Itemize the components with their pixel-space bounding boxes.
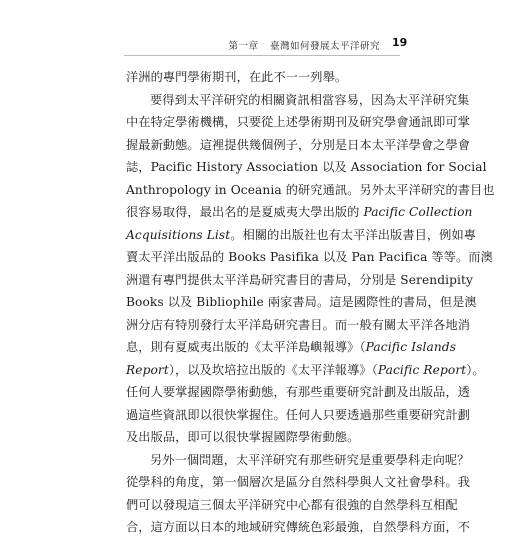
paragraph	[126, 449, 471, 539]
text-line: 洲分店有特別發行太平洋島研究書目。而一般有關太平洋各地消	[126, 317, 471, 332]
paragraph	[126, 89, 495, 449]
text-line: 及出版品，即可以很快掌握國際學術動態。	[126, 430, 360, 444]
text-line: Anthropology in Oceania 的研究通訊。另外太平洋研究的書目也	[126, 182, 495, 197]
page-number: 19	[392, 36, 408, 49]
text-line: Books 以及 Bibliophile 兩家書局。這是國際性的書局，但是澳	[126, 295, 477, 309]
text-line: 們可以發現這三個太平洋研究中心都有很強的自然學科互相配	[126, 497, 458, 512]
text-line: 要得到太平洋研究的相關資訊相當容易，因為太平洋研究集	[150, 92, 470, 107]
header-divider	[124, 55, 400, 56]
text-line: 握最新動態。這裡提供幾個例子，分別是日本太平洋學會之學會	[126, 137, 471, 152]
paragraph	[126, 66, 406, 89]
body-text	[126, 66, 495, 539]
text-line: 洋洲的專門學術期刊，在此不一一列舉。	[126, 70, 348, 84]
text-line: 中在特定學術機構，只要從上述學術期刊及研究學會通訊即可掌	[126, 115, 471, 129]
text-line: 過這些資訊即以很快掌握住。任何人只要透過那些重要研究計劃	[126, 407, 471, 422]
text-line: 另外一個問題，太平洋研究有那些研究是重要學科走向呢？	[150, 452, 470, 467]
text-line: Acquisitions List。相關的出版社也有太平洋出版書目，例如專	[126, 227, 477, 242]
text-line: 洲還有專門提供太平洋島研究書目的書局，分別是 Serendipity	[126, 272, 474, 287]
text-line: 誌，Pacific History Association 以及 Association for Social	[126, 160, 487, 174]
text-line: 合，這方面以日本的地域研究傳統色彩最強，自然學科方面，不	[126, 520, 471, 534]
text-line: 從學科的角度，第一個層次是區分自然科學與人文社會學科。我	[126, 475, 471, 489]
text-line: 任何人要掌握國際學術動態，有那些重要研究計劃及出版品，透	[126, 385, 471, 399]
running-head	[0, 38, 380, 52]
chapter-title: 臺灣如何發展太平洋研究	[269, 41, 380, 52]
text-line: 很容易取得，最出名的是夏威夷大學出版的 Pacific Collection	[126, 205, 473, 219]
chapter-label: 第一章	[228, 41, 259, 52]
text-line: 息，則有夏威夷出版的《太平洋島嶼報導》（Pacific Islands	[126, 340, 457, 354]
text-line: 賣太平洋出版品的 Books Pasifika 以及 Pan Pacifica 等等。而澳	[126, 250, 493, 264]
text-line: Report），以及坎培拉出版的《太平洋報導》（Pacific Report）。	[126, 362, 485, 377]
